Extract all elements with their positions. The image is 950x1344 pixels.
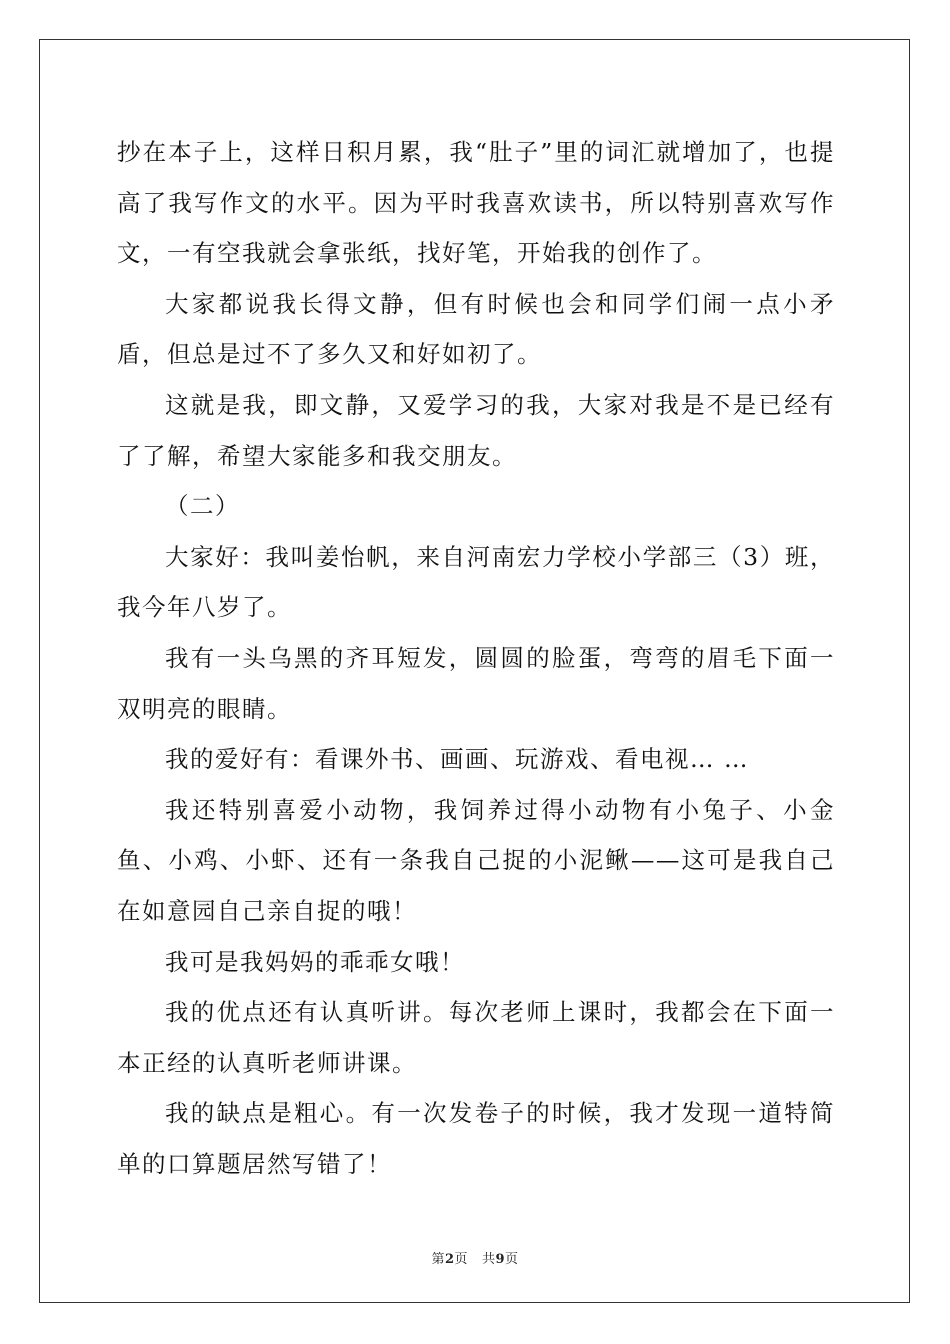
total-page-count: 9 — [495, 1252, 505, 1267]
footer-middle: 页 共 — [454, 1252, 496, 1267]
paragraph: 这就是我，即文静，又爱学习的我，大家对我是不是已经有了了解，希望大家能多和我交朋友。 — [117, 390, 835, 470]
paragraph: 大家都说我长得文静，但有时候也会和同学们闹一点小矛盾，但总是过不了多久又和好如初了。 — [117, 289, 835, 369]
paragraph: 我有一头乌黑的齐耳短发，圆圆的脸蛋，弯弯的眉毛下面一双明亮的眼睛。 — [117, 643, 835, 723]
paragraph: 我的优点还有认真听讲。每次老师上课时，我都会在下面一本正经的认真听老师讲课。 — [117, 998, 835, 1077]
paragraph: 抄在本子上，这样日积月累，我“肚子”里的词汇就增加了，也提高了我写作文的水平。因为平时我喜欢读书，所以特别喜欢写作文，一有空我就会拿张纸，找好笔，开始我的创作了。 — [117, 138, 835, 268]
paragraph: 大家好：我叫姜怡帆，来自河南宏力学校小学部三（3）班，我今年八岁了。 — [117, 542, 835, 622]
page-footer — [0, 1248, 950, 1267]
footer-suffix: 页 — [505, 1252, 519, 1267]
section-heading: （二） — [165, 492, 240, 521]
footer-prefix: 第 — [431, 1252, 445, 1267]
paragraph: 我的缺点是粗心。有一次发卷子的时候，我才发现一道特简单的口算题居然写错了！ — [117, 1099, 835, 1178]
paragraph: 我的爱好有：看课外书、画画、玩游戏、看电视… … — [165, 745, 749, 774]
current-page-number: 2 — [445, 1252, 455, 1267]
paragraph: 我可是我妈妈的乖乖女哦！ — [165, 947, 465, 976]
paragraph: 我还特别喜爱小动物，我饲养过得小动物有小兔子、小金鱼、小鸡、小虾、还有一条我自己捉的小泥鳅——这可是我自己在如意园自己亲自捉的哦！ — [117, 795, 835, 925]
document-body — [117, 127, 835, 1189]
